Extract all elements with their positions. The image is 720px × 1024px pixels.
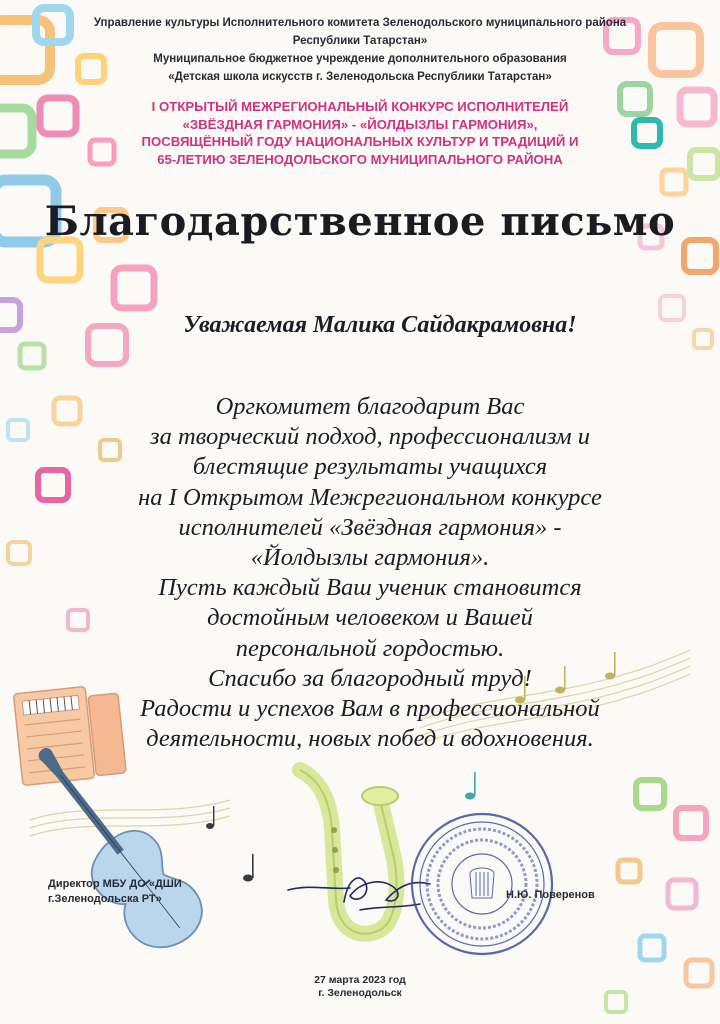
round-stamp-icon bbox=[412, 814, 552, 954]
letter-body bbox=[0, 392, 720, 754]
body-line: Пусть каждый Ваш ученик становится bbox=[158, 574, 582, 602]
date-line: 27 марта 2023 год bbox=[314, 974, 406, 986]
contest-line: I ОТКРЫТЫЙ МЕЖРЕГИОНАЛЬНЫЙ КОНКУРС ИСПОЛНИТЕЛЕЙ bbox=[151, 99, 569, 114]
issue-date bbox=[260, 974, 460, 1000]
body-line: Оргкомитет благодарит Вас bbox=[215, 393, 525, 420]
body-line: достойным человеком и Вашей bbox=[207, 604, 533, 632]
body-line: Спасибо за благородный труд! bbox=[208, 664, 532, 692]
contest-title bbox=[40, 98, 680, 168]
body-line: блестящие результаты учащихся bbox=[192, 453, 548, 481]
contest-line: 65-ЛЕТИЮ ЗЕЛЕНОДОЛЬСКОГО МУНИЦИПАЛЬНОГО РАЙОНА bbox=[157, 151, 563, 167]
body-line: персональной гордостью. bbox=[235, 634, 505, 662]
page-title: Благодарственное письмо bbox=[44, 198, 676, 245]
issuer-line: «Детская школа искусств г. Зеленодольска Республики Татарстан» bbox=[168, 71, 552, 83]
contest-line: ПОСВЯЩЁННЫЙ ГОДУ НАЦИОНАЛЬНЫХ КУЛЬТУР И ТРАДИЦИЙ И bbox=[141, 134, 579, 149]
body-line: за творческий подход, профессионализм и bbox=[150, 423, 590, 451]
issuer-line: Республики Татарстан» bbox=[292, 35, 428, 47]
issuer-line: Управление культуры Исполнительного комитета Зеленодольского муниципального района bbox=[93, 17, 627, 29]
body-line: деятельности, новых побед и вдохновения. bbox=[146, 725, 594, 753]
greeting: Уважаемая Малика Сайдакрамовна! bbox=[183, 312, 577, 338]
body-line: «Йолдызлы гармония». bbox=[250, 544, 490, 572]
place-line: г. Зеленодольск bbox=[318, 987, 402, 999]
signer-position-line: г.Зеленодольска РТ» bbox=[48, 893, 162, 905]
signer-position-line: Директор МБУ ДО «ДШИ bbox=[48, 878, 182, 890]
issuer-line: Муниципальное бюджетное учреждение дополнительного образования bbox=[153, 53, 567, 65]
body-line: Радости и успехов Вам в профессиональной bbox=[140, 695, 600, 723]
saxophone-icon bbox=[300, 770, 398, 934]
contest-line: «ЗВЁЗДНАЯ ГАРМОНИЯ» - «ЙОЛДЫЗЛЫ ГАРМОНИЯ», bbox=[182, 116, 538, 132]
body-line: на I Открытом Межрегиональном конкурсе bbox=[138, 483, 602, 511]
body-line: исполнителей «Звёздная гармония» - bbox=[178, 513, 562, 541]
signer-position bbox=[48, 877, 248, 907]
signer-name: Н.Ю. Поверенов bbox=[506, 889, 595, 901]
handwritten-signature-icon bbox=[288, 878, 430, 910]
issuer-header bbox=[40, 14, 680, 86]
